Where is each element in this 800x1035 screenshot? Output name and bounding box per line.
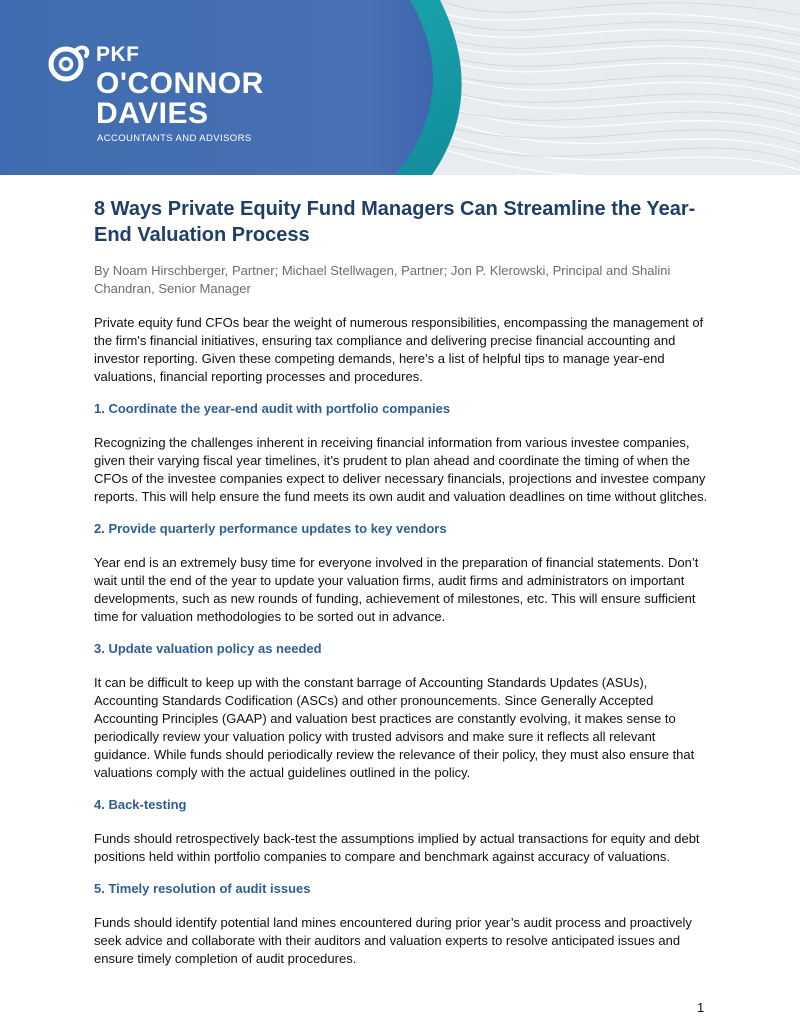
- logo-pkf-text: PKF: [96, 43, 140, 66]
- article: [94, 196, 712, 968]
- section-text-3: It can be difficult to keep up with the constant barrage of Accounting Standards Updates (ASUs), Accounting Standards Codification (ASCs) and other pronouncements. Since Generally Accepted Accounting Principles (GAAP) and valuation best practices are constantly evolving, it makes sense to periodically review your valuation policy with trusted advisors and make sure it reflects all relevant guidance. While funds should periodically review the relevance of their policy, they must also ensure that valuations comply with the actual guidelines outlined in the policy.: [94, 675, 695, 780]
- article-byline: By Noam Hirschberger, Partner; Michael Stellwagen, Partner; Jon P. Klerowski, Principal and Shalini Chandran, Senior Manager: [94, 263, 671, 296]
- logo-oconnor-text: O'CONNOR: [96, 67, 264, 100]
- section-text-4: Funds should retrospectively back-test the assumptions implied by actual transactions for equity and debt positions held within portfolio companies to compare and benchmark against accuracy of valuations.: [94, 831, 700, 864]
- logo-tagline: ACCOUNTANTS AND ADVISORS: [97, 133, 252, 144]
- logo-davies-text: DAVIES: [96, 97, 209, 130]
- section-heading-2: 2. Provide quarterly performance updates to key vendors: [94, 521, 447, 536]
- article-title: 8 Ways Private Equity Fund Managers Can Streamline the Year-End Valuation Process: [94, 198, 696, 246]
- section-heading-1: 1. Coordinate the year-end audit with portfolio companies: [94, 401, 451, 416]
- page-number: 1: [697, 1000, 705, 1015]
- article-intro: Private equity fund CFOs bear the weight of numerous responsibilities, encompassing the management of the firm's financial initiatives, ensuring tax compliance and delivering precise financial accounting and investor reporting. Given these competing demands, here’s a list of helpful tips to manage year-end valuations, financial reporting processes and procedures.: [94, 315, 704, 384]
- section-text-5: Funds should identify potential land mines encountered during prior year’s audit process and proactively seek advice and collaborate with their auditors and valuation experts to resolve anticipated issues and ensure timely completion of audit procedures.: [94, 915, 692, 966]
- pkf-swirl-logo-icon: [46, 40, 92, 86]
- section-text-1: Recognizing the challenges inherent in receiving financial information from various investee companies, given their varying fiscal year timelines, it’s prudent to plan ahead and coordinate the timing of when the CFOs of the investee companies expect to deliver necessary financials, projections and investee company reports. This will help ensure the fund meets its own audit and valuation deadlines on time without glitches.: [94, 435, 708, 504]
- section-heading-5: 5. Timely resolution of audit issues: [94, 881, 311, 896]
- section-heading-3: 3. Update valuation policy as needed: [94, 641, 322, 656]
- section-heading-4: 4. Back-testing: [94, 797, 187, 812]
- section-text-2: Year end is an extremely busy time for everyone involved in the preparation of financial statements. Don’t wait until the end of the year to update your valuation firms, audit firms and administrators on important developments, such as new rounds of funding, achievement of milestones, etc. This will ensure sufficient time for valuation methodologies to be sorted out in advance.: [94, 555, 699, 624]
- header-banner: [0, 0, 800, 175]
